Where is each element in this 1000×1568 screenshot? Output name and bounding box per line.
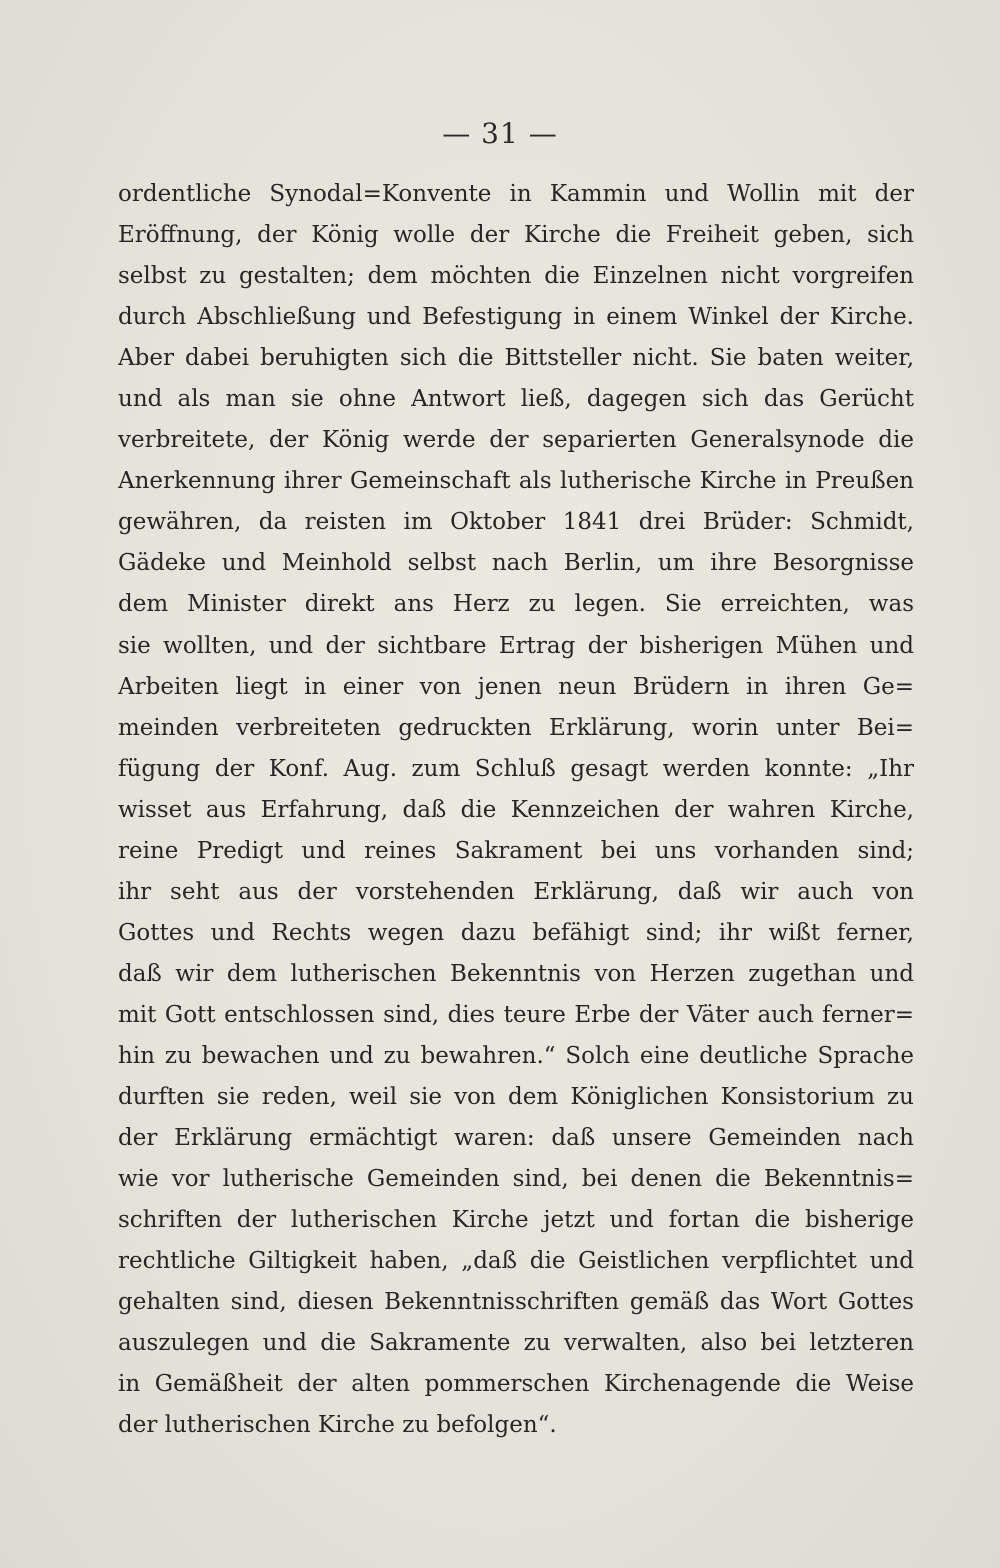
text-line: dem Minister direkt ans Herz zu legen. Sie erreichten, was — [118, 591, 914, 618]
text-line: hin zu bewachen und zu bewahren.“ Solch eine deutliche Sprache — [118, 1042, 914, 1069]
text-line: fügung der Konf. Aug. zum Schluß gesagt werden konnte: „Ihr — [118, 755, 914, 782]
text-line: verbreitete, der König werde der separierten Generalsynode die — [118, 427, 914, 454]
body-text — [118, 174, 914, 1446]
text-line: auszulegen und die Sakramente zu verwalten, also bei letzteren — [118, 1330, 914, 1357]
text-line: sie wollten, und der sichtbare Ertrag der bisherigen Mühen und — [118, 632, 914, 659]
text-line: wie vor lutherische Gemeinden sind, bei denen die Bekenntnis= — [118, 1166, 914, 1193]
text-line: Arbeiten liegt in einer von jenen neun Brüdern in ihren Ge= — [118, 673, 914, 700]
text-line: Eröffnung, der König wolle der Kirche die Freiheit geben, sich — [118, 222, 914, 249]
text-line: durch Abschließung und Befestigung in einem Winkel der Kirche. — [118, 304, 914, 331]
text-line: meinden verbreiteten gedruckten Erklärung, worin unter Bei= — [118, 714, 914, 741]
text-line: selbst zu gestalten; dem möchten die Einzelnen nicht vorgreifen — [118, 263, 914, 290]
text-line: Aber dabei beruhigten sich die Bittsteller nicht. Sie baten weiter, — [118, 345, 914, 372]
text-line: durften sie reden, weil sie von dem Königlichen Konsistorium zu — [118, 1084, 914, 1111]
text-line: reine Predigt und reines Sakrament bei uns vorhanden sind; — [118, 837, 914, 864]
text-line: und als man sie ohne Antwort ließ, dagegen sich das Gerücht — [118, 386, 914, 413]
text-line: der Erklärung ermächtigt waren: daß unsere Gemeinden nach — [118, 1125, 914, 1152]
text-line: schriften der lutherischen Kirche jetzt und fortan die bisherige — [118, 1207, 914, 1234]
text-line: der lutherischen Kirche zu befolgen“. — [118, 1412, 557, 1439]
text-line: wisset aus Erfahrung, daß die Kennzeichen der wahren Kirche, — [118, 796, 914, 823]
text-line: in Gemäßheit der alten pommerschen Kirchenagende die Weise — [118, 1371, 914, 1398]
text-line: Gottes und Rechts wegen dazu befähigt sind; ihr wißt ferner, — [118, 919, 914, 946]
text-line: daß wir dem lutherischen Bekenntnis von Herzen zugethan und — [118, 960, 914, 987]
text-line: mit Gott entschlossen sind, dies teure Erbe der Väter auch ferner= — [118, 1001, 914, 1028]
text-line: gehalten sind, diesen Bekenntnisschriften gemäß das Wort Gottes — [118, 1289, 914, 1316]
text-line: Anerkennung ihrer Gemeinschaft als lutherische Kirche in Preußen — [118, 468, 914, 495]
text-line: gewähren, da reisten im Oktober 1841 drei Brüder: Schmidt, — [118, 509, 914, 536]
text-line: rechtliche Giltigkeit haben, „daß die Geistlichen verpflichtet und — [118, 1248, 914, 1275]
text-line: ihr seht aus der vorstehenden Erklärung, daß wir auch von — [118, 878, 914, 905]
page-number: — 31 — — [442, 117, 558, 150]
text-line: ordentliche Synodal=Konvente in Kammin und Wollin mit der — [118, 181, 914, 207]
text-line: Gädeke und Meinhold selbst nach Berlin, um ihre Besorgnisse — [118, 550, 914, 577]
